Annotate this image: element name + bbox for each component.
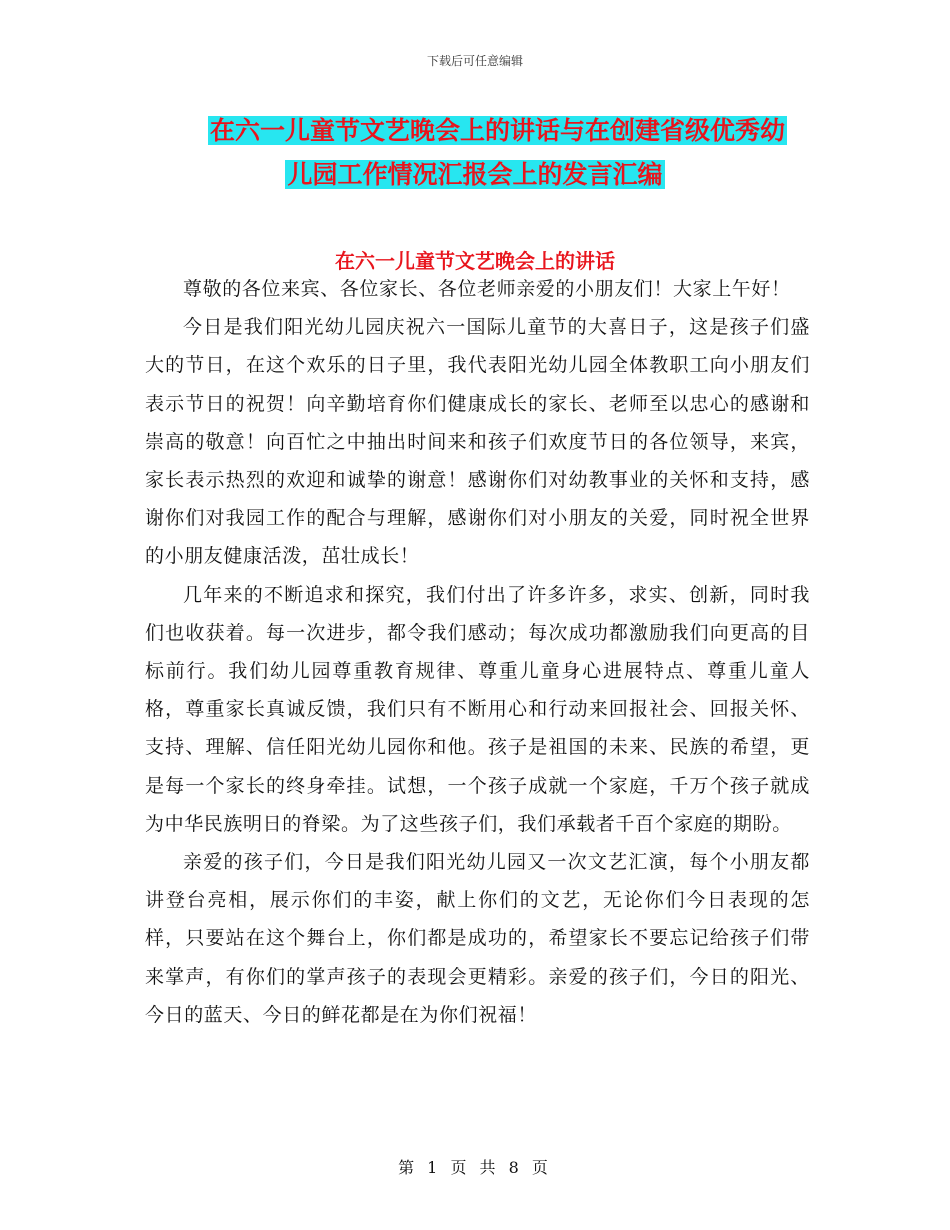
- body-text: [145, 270, 810, 1034]
- document-title-line-2: [0, 154, 950, 196]
- paragraph: 亲爱的孩子们，今日是我们阳光幼儿园又一次文艺汇演，每个小朋友都讲登台亮相，展示你们的丰姿，献上你们的文艺，无论你们今日表现的怎样，只要站在这个舞台上，你们都是成功的，希望家长不要忘记给孩子们带来掌声，有你们的掌声孩子的表现会更精彩。亲爱的孩子们，今日的阳光、今日的蓝天、今日的鲜花都是在为你们祝福！: [145, 851, 810, 1026]
- paragraph: 几年来的不断追求和探究，我们付出了许多许多，求实、创新，同时我们也收获着。每一次进步，都令我们感动；每次成功都激励我们向更高的目标前行。我们幼儿园尊重教育规律、尊重儿童身心进展特点、尊重儿童人格，尊重家长真诚反馈，我们只有不断用心和行动来回报社会、回报关怀、支持、理解、信任阳光幼儿园你和他。孩子是祖国的未来、民族的希望，更是每一个家长的终身牵挂。试想，一个孩子成就一个家庭，千万个孩子就成为中华民族明日的脊梁。为了这些孩子们，我们承载者千百个家庭的期盼。: [145, 583, 810, 835]
- paragraph: 尊敬的各位来宾、各位家长、各位老师亲爱的小朋友们！大家上午好！: [183, 278, 791, 300]
- section-title: 在六一儿童节文艺晚会上的讲话: [335, 249, 615, 273]
- document-title-line-1: [0, 110, 950, 152]
- document-title-text-2: 儿园工作情况汇报会上的发言汇编: [287, 160, 663, 189]
- paragraph: 今日是我们阳光幼儿园庆祝六一国际儿童节的大喜日子，这是孩子们盛大的节日，在这个欢乐的日子里，我代表阳光幼儿园全体教职工向小朋友们表示节日的祝贺！向辛勤培育你们健康成长的家长、老师至以忠心的感谢和崇高的敬意！向百忙之中抽出时间来和孩子们欢度节日的各位领导，来宾，家长表示热烈的欢迎和诚挚的谢意！感谢你们对幼教事业的关怀和支持，感谢你们对我园工作的配合与理解，感谢你们对小朋友的关爱，同时祝全世界的小朋友健康活泼，茁壮成长！: [145, 316, 810, 568]
- header-note: 下载后可任意编辑: [426, 54, 523, 68]
- page-footer: 第 1 页 共 8 页: [398, 1158, 552, 1177]
- document-title-text-1: 在六一儿童节文艺晚会上的讲话与在创建省级优秀幼: [209, 116, 785, 145]
